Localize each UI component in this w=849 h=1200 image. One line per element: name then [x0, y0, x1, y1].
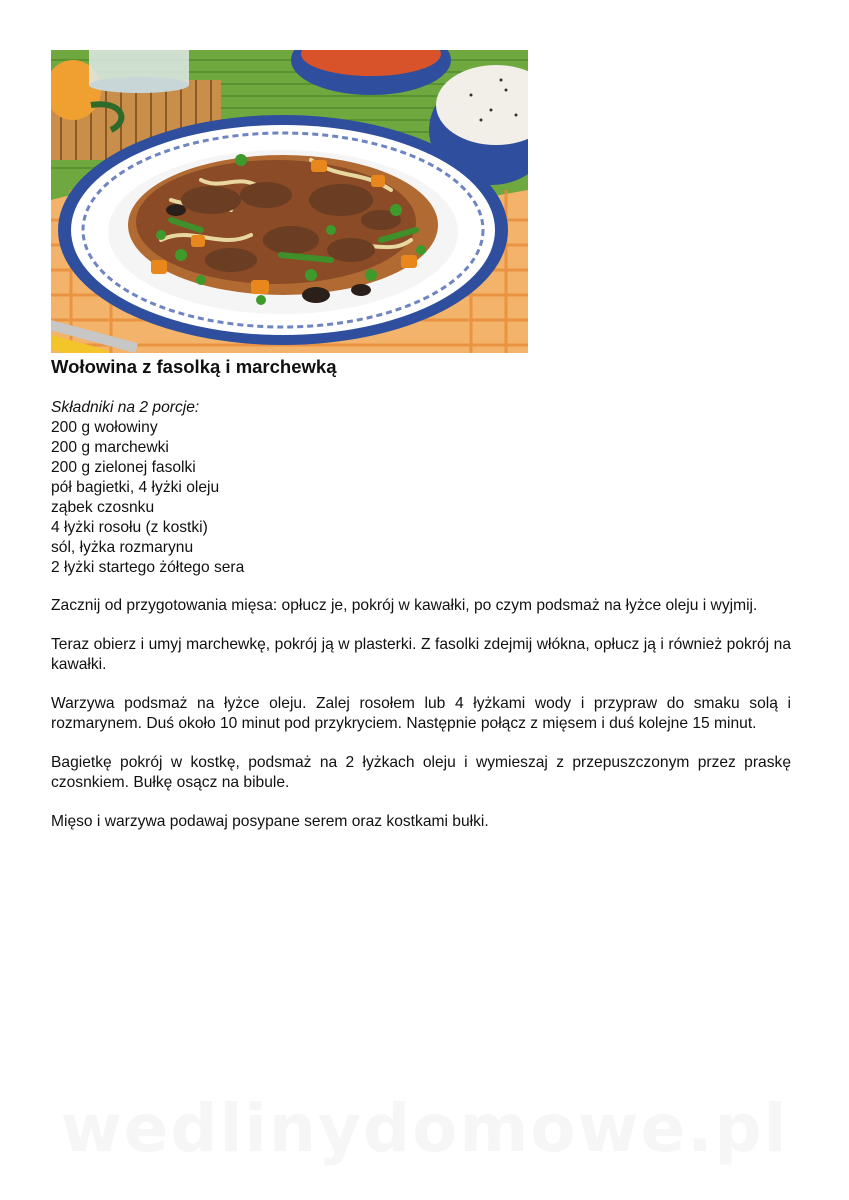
dish-photo: [51, 50, 528, 353]
ingredient-item: pół bagietki, 4 łyżki oleju: [51, 479, 220, 496]
step-paragraph: Mięso i warzywa podawaj posypane serem oraz kostkami bułki.: [51, 813, 489, 830]
ingredient-item: 4 łyżki rosołu (z kostki): [51, 519, 208, 536]
recipe-title: Wołowina z fasolką i marchewką: [51, 356, 337, 377]
ingredient-item: 200 g zielonej fasolki: [51, 459, 196, 476]
ingredient-item: sól, łyżka rozmarynu: [51, 539, 194, 556]
ingredients-heading: Składniki na 2 porcje:: [51, 399, 200, 416]
step-paragraph: Teraz obierz i umyj marchewkę, pokrój ją w plasterki. Z fasolki zdejmij włókna, opłucz ją i również pokrój na kawałki.: [51, 636, 791, 673]
ingredient-item: ząbek czosnku: [51, 499, 155, 516]
step-paragraph: Bagietkę pokrój w kostkę, podsmaż na 2 łyżkach oleju i wymieszaj z przepuszczonym przez praskę czosnkiem. Bułkę osącz na bibule.: [51, 754, 791, 791]
ingredient-item: 200 g wołowiny: [51, 419, 158, 436]
ingredients-list: [51, 418, 791, 578]
ingredient-item: 200 g marchewki: [51, 439, 169, 456]
step-paragraph: Warzywa podsmaż na łyżce oleju. Zalej rosołem lub 4 łyżkami wody i przypraw do smaku solą i rozmarynem. Duś około 10 minut pod przykryciem. Następnie połącz z mięsem i duś kolejne 15 minut.: [51, 695, 791, 732]
ingredients-section: [51, 398, 791, 578]
preparation-steps: [51, 596, 791, 851]
site-watermark: wedlinydomowe.pl: [60, 1090, 789, 1167]
ingredient-item: 2 łyżki startego żółtego sera: [51, 559, 245, 576]
step-paragraph: Zacznij od przygotowania mięsa: opłucz je, pokrój w kawałki, po czym podsmaż na łyżce oleju i wyjmij.: [51, 597, 758, 614]
